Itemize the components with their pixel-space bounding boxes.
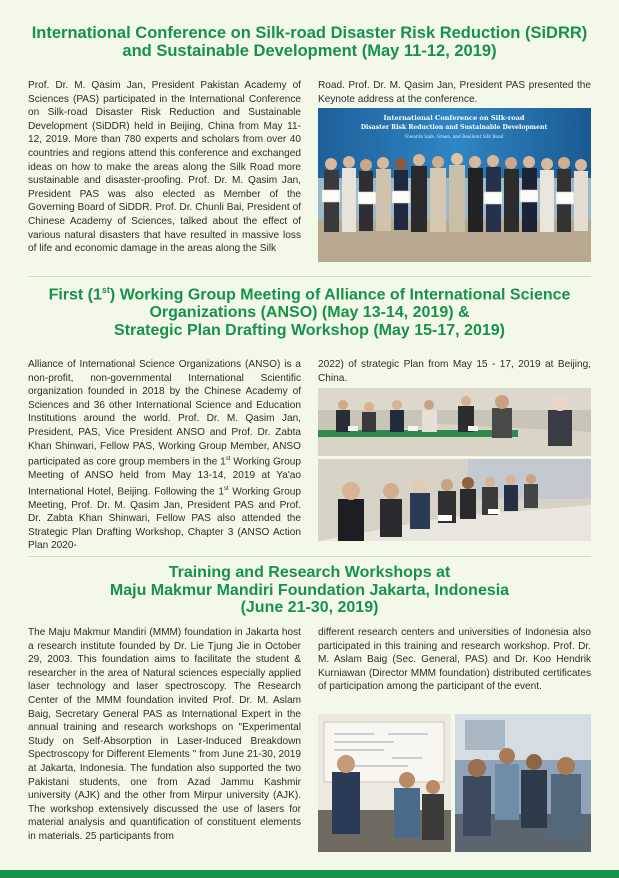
section2-column1-text: Alliance of International Science Organizations (ANSO) is a non-profit, non-governmental International Scientific organization founded in 2018 by the Chinese Academy of Sciences and 36 other International Science and Education Institutions around the world. Prof. Dr. M. Qasim Jan, President, PAS, Vice President ANSO and Prof. Dr. Zabta Khan Shinwari, Fellow PAS, Working Group Member, ANSO participated as core group members in the 1st Working Group Meeting of ANSO held from May 13-14, 2019 at Ya'ao International Hotel, Beijing. Following the 1st Working Group Meeting, Prof. Dr. M. Qasim Jan, President PAS and Prof. Dr. Zabta Khan Shinwari, Fellow PAS also attended the Strategic Plan Drafting Workshop, Chapter 3 (ANSO Action Plan 2020- (28, 359, 301, 552)
section-divider-2 (28, 556, 591, 557)
anso-meeting-photo-bottom (318, 459, 591, 541)
section3-column1-text: The Maju Makmur Mandiri (MMM) foundation in Jakarta host a research institute founded by Dr. Lie Tjung Jie in October 29, 2003. This foundation aims to facilitate the student & researcher in the area of Natural sciences especially applied laser technology and laser spectroscopy. The Research Center of the MMM foundation invited Prof. Dr. M. Aslam Baig, Secretary General PAS as International Expert in the annual training and research workshops on "Experimental Study on Self-Absorption in Laser-Induced Breakdown Spectroscopy for Different Elements " from June 21-30, 2019 at Jakarta, Indonesia. The fundation also supported the two Pakistani students, one from Azad Jammu Kashmir university (AJK) and the other from Mirpur university (AJK). The workshop extensively discussed the use of lasers for material analysis and quantification of constituent elements in materials. 25 participants from (28, 627, 301, 842)
section1-column1-text: Prof. Dr. M. Qasim Jan, President Pakistan Academy of Sciences (PAS) participated in the International Conference on Silk-road Disaster Risk Reduction and Sustainable Development (SiDDR) held in Beijing, China from May 11-12, 2019. More than 780 experts and scholars from over 40 countries and regions attend this conference and exchanged ideas on how to make the areas along the Silk Road more sustainable and disaster-proofing. Prof. Dr. M. Qasim Jan, President PAS was also elected as Member of the Governing Board of SiDDR. Prof. Dr. Chunli Bai, President of Chinese Academy of Sciences, talked about the effect of various natural disasters that have resulted in massive loss of life and economic damage in the areas along the Silk (28, 80, 301, 255)
section2-title-line2: Organizations (ANSO) (May 13-14, 2019) & (149, 303, 470, 321)
section3-column2-text: different research centers and universities of Indonesia also participated in this training and research workshop. Prof. Dr. M. Aslam Baig (Sec. General, PAS) and Dr. Koo Hendrik Kurniawan (Director MMM foundation) distributed certificates of participation among the participant of the event. (318, 627, 591, 693)
section3-title-line2: Maju Makmur Mandiri Foundation Jakarta, Indonesia (109, 581, 510, 599)
section3-title-line1: Training and Research Workshops at (168, 564, 451, 581)
section3-title (0, 564, 619, 617)
photo-banner-line1: International Conference on Silk-road (383, 114, 525, 122)
section2-title-line3: Strategic Plan Drafting Workshop (May 15-17, 2019) (114, 321, 505, 339)
footer-bar (0, 870, 619, 878)
photo-banner-line3: Towards Safe, Green, and Resilient Silk Road (404, 135, 504, 140)
section2-column2-text: 2022) of strategic Plan from May 15 - 17, 2019 at Beijing, China. (318, 359, 591, 384)
section2-title-line1: First (1st) Working Group Meeting of Alliance of International Science (48, 285, 571, 304)
photo-banner-line2: Disaster Risk Reduction and Sustainable Development (360, 124, 548, 131)
section1-title-line2: and Sustainable Development (May 11-12, 2019) (122, 42, 497, 61)
section2-title (0, 286, 619, 339)
section-divider-1 (28, 276, 591, 277)
section1-title (0, 24, 619, 60)
section1-column2-text: Road. Prof. Dr. M. Qasim Jan, President PAS presented the Keynote address at the conference. (318, 80, 591, 105)
mmm-workshop-photo-left (318, 714, 451, 852)
section3-title-line3: (June 21-30, 2019) (240, 599, 379, 617)
mmm-workshop-photo-right (455, 714, 591, 852)
sidrr-conference-group-photo (318, 108, 591, 262)
section1-title-line1: International Conference on Silk-road Disaster Risk Reduction (SiDRR) (31, 24, 588, 42)
anso-meeting-photo-top (318, 388, 591, 456)
